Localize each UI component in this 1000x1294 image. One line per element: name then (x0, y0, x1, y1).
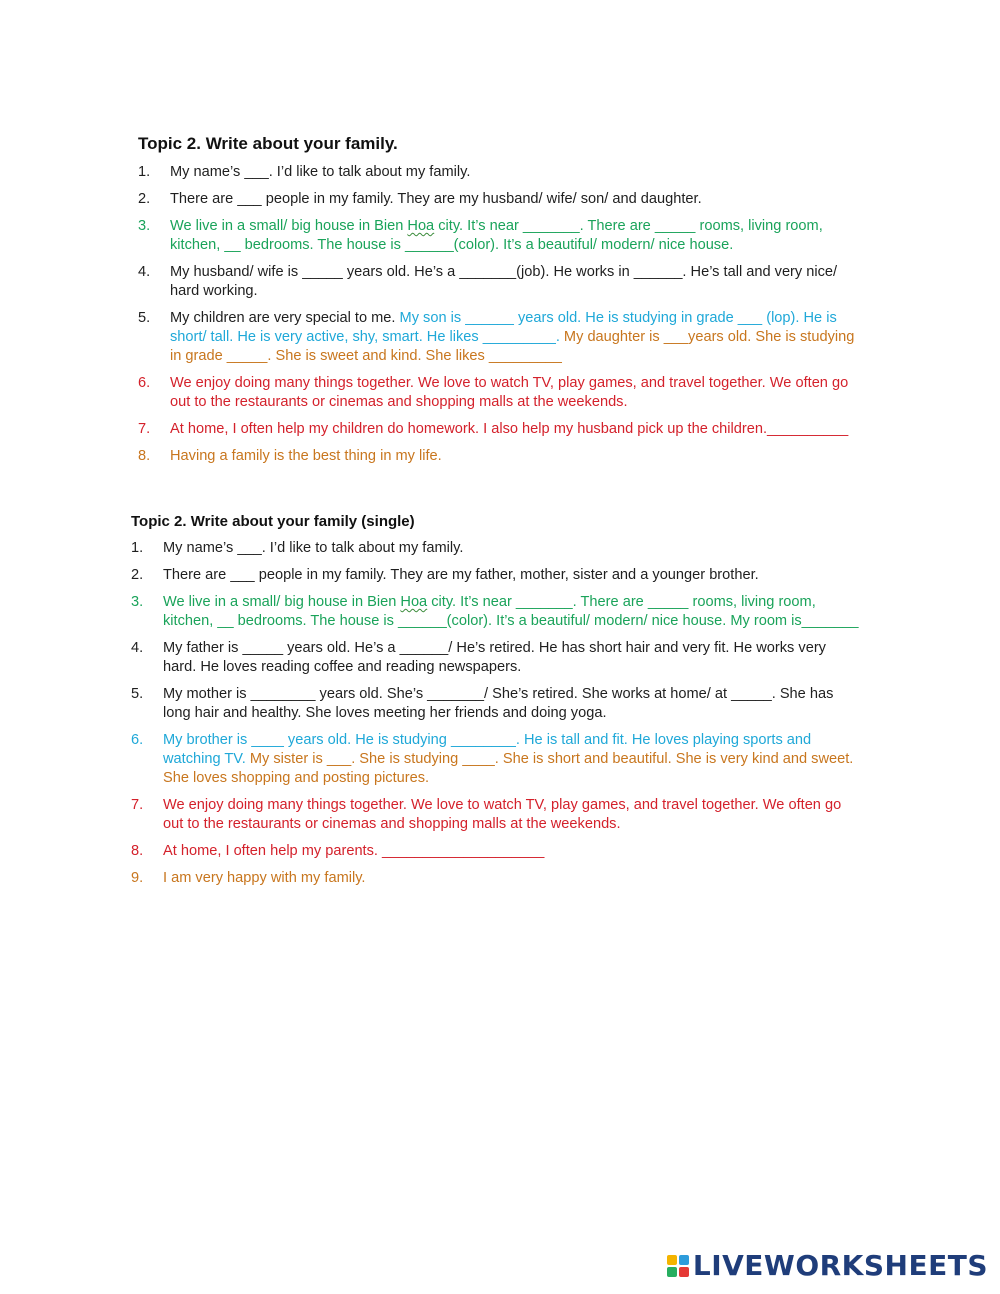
text-segment: We enjoy doing many things together. We love to watch TV, play games, and travel together. We often go out to the restaurants or cinemas and shopping malls at the weekends. (170, 375, 849, 410)
liveworksheets-logo[interactable] (667, 1249, 988, 1282)
text-segment: My father is _____ years old. He’s a ______/ He’s retired. He has short hair and very fit. He works very hard. He loves reading coffee and reading newspapers. (163, 640, 826, 675)
list-item (138, 190, 858, 209)
text-segment: My name’s ___. I’d like to talk about my family. (170, 164, 471, 180)
text-segment: We enjoy doing many things together. We love to watch TV, play games, and travel together. We often go out to the restaurants or cinemas and shopping malls at the weekends. (163, 797, 842, 832)
topic-title: Topic 2. Write about your family. (138, 134, 398, 153)
list-item (131, 869, 861, 888)
item-text (163, 639, 861, 677)
item-text (163, 539, 861, 558)
list-item (138, 217, 858, 255)
logo-square (667, 1255, 677, 1265)
logo-square (667, 1267, 677, 1277)
item-text (163, 842, 861, 861)
list-item (138, 447, 858, 466)
logo-text: LIVEWORKSHEETS (692, 1249, 988, 1282)
item-text (170, 374, 858, 412)
list-item (138, 163, 858, 182)
item-text (170, 447, 858, 466)
item-number: 7. (131, 797, 144, 813)
logo-square (679, 1255, 689, 1265)
text-segment: My brother is ____ years old. He is studying ________. He is tall and fit. He loves playing sports and watching TV. (163, 732, 812, 767)
text-segment: My son is ______ years old. He is studying in grade ___ (lop). He is short/ tall. He is very active, shy, smart. He likes _________. (170, 310, 837, 345)
item-text (163, 796, 861, 834)
item-number: 1. (138, 164, 151, 180)
text-segment: At home, I often help my children do homework. I also help my husband pick up the children.__________ (170, 421, 849, 437)
logo-square (679, 1267, 689, 1277)
text-segment: There are ___ people in my family. They are my husband/ wife/ son/ and daughter. (170, 191, 702, 207)
list-item (138, 309, 858, 366)
item-number: 7. (138, 421, 151, 437)
item-number: 5. (138, 310, 151, 326)
item-number: 3. (131, 594, 144, 610)
item-text (163, 685, 861, 723)
list-item (131, 539, 861, 558)
item-text (170, 217, 858, 255)
item-number: 9. (131, 870, 144, 886)
item-number: 2. (131, 567, 144, 583)
topic-family-married (138, 134, 858, 474)
item-number: 8. (138, 448, 151, 464)
text-segment: I am very happy with my family. (163, 870, 366, 886)
item-number: 4. (131, 640, 144, 656)
item-number: 6. (131, 732, 144, 748)
item-text (170, 309, 858, 366)
list-item (131, 566, 861, 585)
item-text (163, 566, 861, 585)
text-segment: city. It’s near _______. There are _____ rooms, living room, kitchen, __ bedrooms. The house is ______(color). It’s a beautiful/ modern/ nice house. My room is_______ (163, 594, 859, 629)
list-item (138, 263, 858, 301)
item-text (170, 163, 858, 182)
list-item (131, 731, 861, 788)
text-segment: My mother is ________ years old. She’s _______/ She’s retired. She works at home/ at _____. She has long hair and healthy. She loves meeting her friends and doing yoga. (163, 686, 834, 721)
item-number: 2. (138, 191, 151, 207)
text-segment: city. It’s near _______. There are _____ rooms, living room, kitchen, __ bedrooms. The house is ______(color). It’s a beautiful/ modern/ nice house. (170, 218, 823, 253)
item-text (170, 190, 858, 209)
text-segment: My husband/ wife is _____ years old. He’s a _______(job). He works in ______. He’s tall and very nice/ hard working. (170, 264, 838, 299)
liveworksheets-logo-icon (667, 1255, 689, 1277)
text-segment-squiggle: Hoa (400, 594, 428, 610)
list-item (138, 420, 858, 439)
item-number: 6. (138, 375, 151, 391)
text-segment: My sister is ___. She is studying ____. She is short and beautiful. She is very kind and sweet. She loves shopping and posting pictures. (163, 751, 854, 786)
item-number: 5. (131, 686, 144, 702)
item-text (163, 731, 861, 788)
item-text (163, 593, 861, 631)
topic-title: Topic 2. Write about your family (single) (131, 513, 415, 530)
list-item (131, 639, 861, 677)
item-number: 8. (131, 843, 144, 859)
list-item (131, 593, 861, 631)
item-text (170, 420, 858, 439)
item-text (163, 869, 861, 888)
list-item (131, 796, 861, 834)
text-segment: We live in a small/ big house in Bien (163, 594, 401, 610)
text-segment: Having a family is the best thing in my life. (170, 448, 442, 464)
topic-list (131, 539, 861, 888)
list-item (131, 685, 861, 723)
text-segment: There are ___ people in my family. They are my father, mother, sister and a younger brother. (163, 567, 759, 583)
item-number: 1. (131, 540, 144, 556)
topic-list (138, 163, 858, 466)
item-number: 4. (138, 264, 151, 280)
text-segment: We live in a small/ big house in Bien (170, 218, 408, 234)
item-text (170, 263, 858, 301)
list-item (131, 842, 861, 861)
text-segment: My children are very special to me. (170, 310, 400, 326)
text-segment: My daughter is ___years old. She is studying in grade _____. She is sweet and kind. She likes _________ (170, 329, 855, 364)
text-segment: My name’s ___. I’d like to talk about my family. (163, 540, 464, 556)
text-segment-squiggle: Hoa (407, 218, 435, 234)
list-item (138, 374, 858, 412)
topic-family-single (131, 513, 861, 896)
item-number: 3. (138, 218, 151, 234)
text-segment: At home, I often help my parents. ____________________ (163, 843, 545, 859)
